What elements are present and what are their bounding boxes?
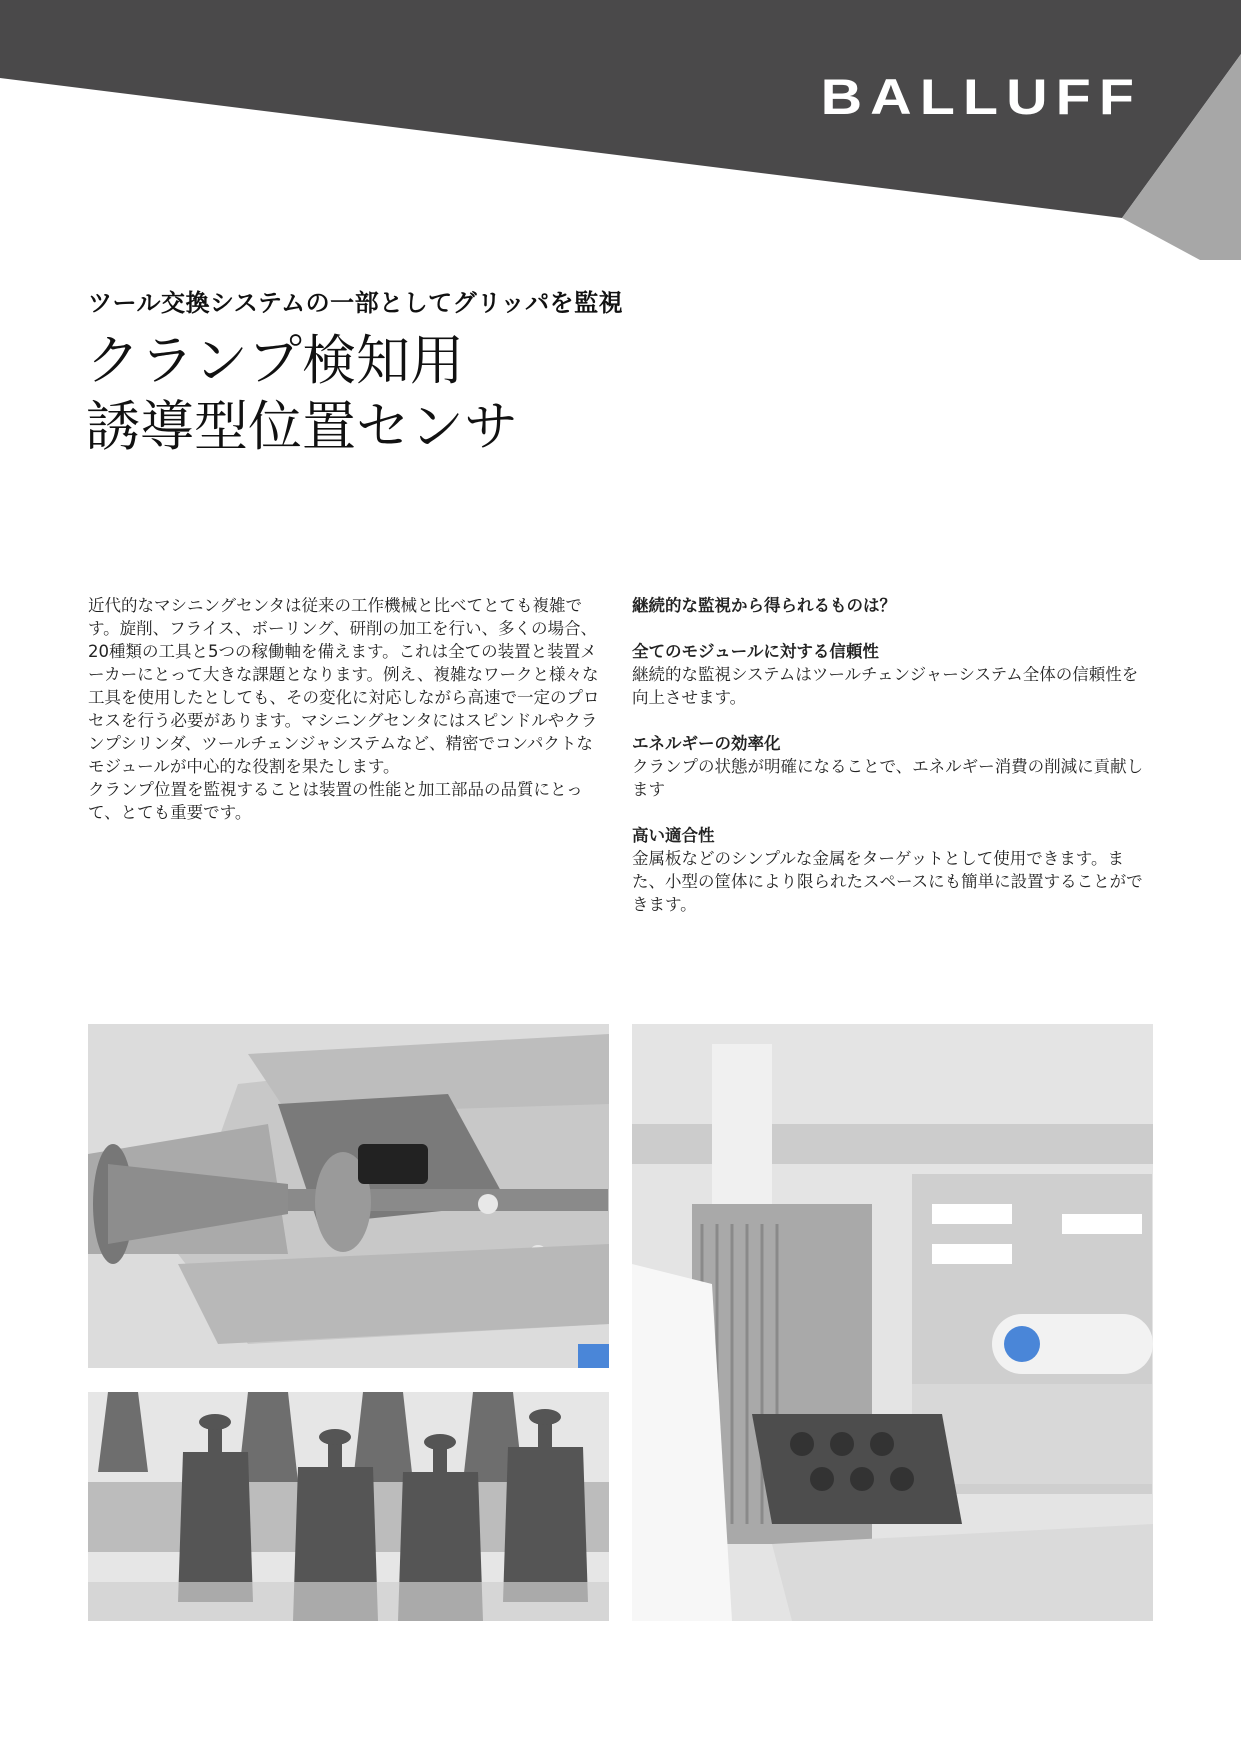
intro-paragraph: 近代的なマシニングセンタは従来の工作機械と比べてとても複雑です。旋削、フライス、ボーリング、研削の加工を行い、多くの場合、20種類の工具と5つの稼働軸を備えます。これは全ての装置と装置メーカーにとって大きな課題となります。例え、複雑なワークと様々な工具を使用したとしても、その変化に対応しながら高速で一定のプロセスを行う必要があります。マシニングセンタにはスピンドルやクランプシリンダ、ツールチェンジャシステムなど、精密でコンパクトなモジュールが中心的な役割を果たします。 [88,596,600,776]
intro-paragraph: クランプ位置を監視することは装置の性能と加工部品の品質にとって、とても重要です。 [88,780,583,822]
benefit-text: クランプの状態が明確になることで、エネルギー消費の削減に貢献します [632,757,1144,799]
tool-holders-image [88,1392,609,1621]
machining-center-image [632,1024,1153,1621]
benefits-heading: 継続的な監視から得られるものは？ [632,596,896,615]
benefit-item [632,824,1152,916]
balluff-logo[interactable]: BALLUFF [820,69,1142,125]
title-line-1: クランプ検知用 [86,329,464,392]
benefit-title: 全てのモジュールに対する信頼性 [632,642,879,661]
benefit-item [632,732,1152,801]
spindle-cutaway-image [88,1024,609,1368]
header-band [0,0,1241,260]
benefit-text: 継続的な監視システムはツールチェンジャーシステム全体の信頼性を向上させます。 [632,665,1139,707]
page-title [86,328,518,460]
title-line-2: 誘導型位置センサ [86,395,518,458]
benefit-title: 高い適合性 [632,826,715,845]
kicker-heading: ツール交換システムの一部としてグリッパを監視 [88,289,624,317]
benefit-text: 金属板などのシンプルな金属をターゲットとして使用できます。また、小型の筐体により限られたスペースにも簡単に設置することができます。 [632,849,1143,914]
benefit-title: エネルギーの効率化 [632,734,781,753]
benefits-column [632,594,1152,939]
benefit-item [632,640,1152,709]
intro-column [88,594,608,824]
